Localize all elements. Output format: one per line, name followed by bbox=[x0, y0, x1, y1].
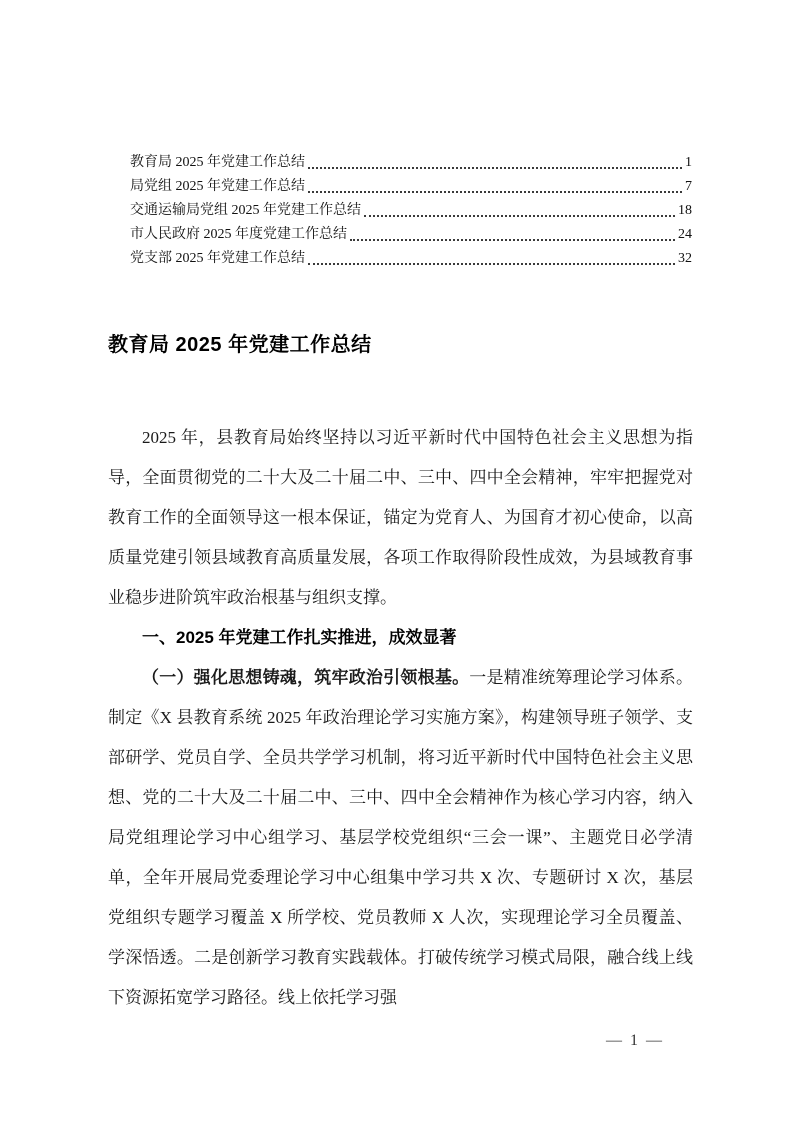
toc-dotted-leader bbox=[350, 239, 675, 241]
toc-entry-label: 市人民政府 2025 年度党建工作总结 bbox=[130, 227, 347, 242]
toc-dotted-leader bbox=[308, 263, 675, 265]
toc-entry[interactable] bbox=[130, 198, 692, 222]
page-number: — 1 — bbox=[606, 1032, 664, 1049]
document-title: 教育局 2025 年党建工作总结 bbox=[108, 334, 372, 356]
toc-entry-label: 局党组 2025 年党建工作总结 bbox=[130, 179, 305, 194]
toc-page-number: 18 bbox=[678, 203, 692, 218]
table-of-contents bbox=[130, 150, 692, 270]
toc-entry-label: 党支部 2025 年党建工作总结 bbox=[130, 251, 305, 266]
toc-page-number: 7 bbox=[685, 179, 692, 194]
paragraph-lead-in: （一）强化思想铸魂，筑牢政治引领根基。 bbox=[142, 668, 470, 687]
toc-entry[interactable] bbox=[130, 246, 692, 270]
toc-page-number: 1 bbox=[685, 155, 692, 170]
toc-entry-label: 交通运输局党组 2025 年党建工作总结 bbox=[130, 203, 361, 218]
toc-entry[interactable] bbox=[130, 222, 692, 246]
paragraph-body-text: 一是精准统筹理论学习体系。制定《X 县教育系统 2025 年政治理论学习实施方案》，构建领导班子领学、支部研学、党员自学、全员共学学习机制，将习近平新时代中国特色社会主义思想、党的二十大及二十届二中、三中、四中全会精神作为核心学习内容，纳入局党组理论学习中心组学习、基层学校党组织“三会一课”、主题党日必学清单，全年开展局党委理论学习中心组集中学习共 X 次、专题研讨 X 次，基层党组织专题学习覆盖 X 所学校、党员教师 X 人次，实现理论学习全员覆盖、学深悟透。二是创新学习教育实践载体。打破传统学习模式局限，融合线上线下资源拓宽学习路径。线上依托学习强 bbox=[108, 668, 694, 1007]
toc-page-number: 32 bbox=[678, 251, 692, 266]
toc-entry[interactable] bbox=[130, 174, 692, 198]
document-body bbox=[108, 418, 693, 1018]
toc-entry-label: 教育局 2025 年党建工作总结 bbox=[130, 155, 305, 170]
paragraph-intro: 2025 年，县教育局始终坚持以习近平新时代中国特色社会主义思想为指导，全面贯彻党的二十大及二十届二中、三中、四中全会精神，牢牢把握党对教育工作的全面领导这一根本保证，锚定为党育人、为国育才初心使命，以高质量党建引领县域教育高质量发展，各项工作取得阶段性成效，为县域教育事业稳步进阶筑牢政治根基与组织支撑。 bbox=[108, 428, 693, 607]
toc-entry[interactable] bbox=[130, 150, 692, 174]
paragraph-section-1-1 bbox=[108, 658, 693, 1018]
toc-dotted-leader bbox=[308, 167, 682, 169]
section-heading-1: 一、2025 年党建工作扎实推进，成效显著 bbox=[142, 628, 457, 647]
toc-page-number: 24 bbox=[678, 227, 692, 242]
toc-dotted-leader bbox=[308, 191, 682, 193]
toc-dotted-leader bbox=[364, 215, 675, 217]
